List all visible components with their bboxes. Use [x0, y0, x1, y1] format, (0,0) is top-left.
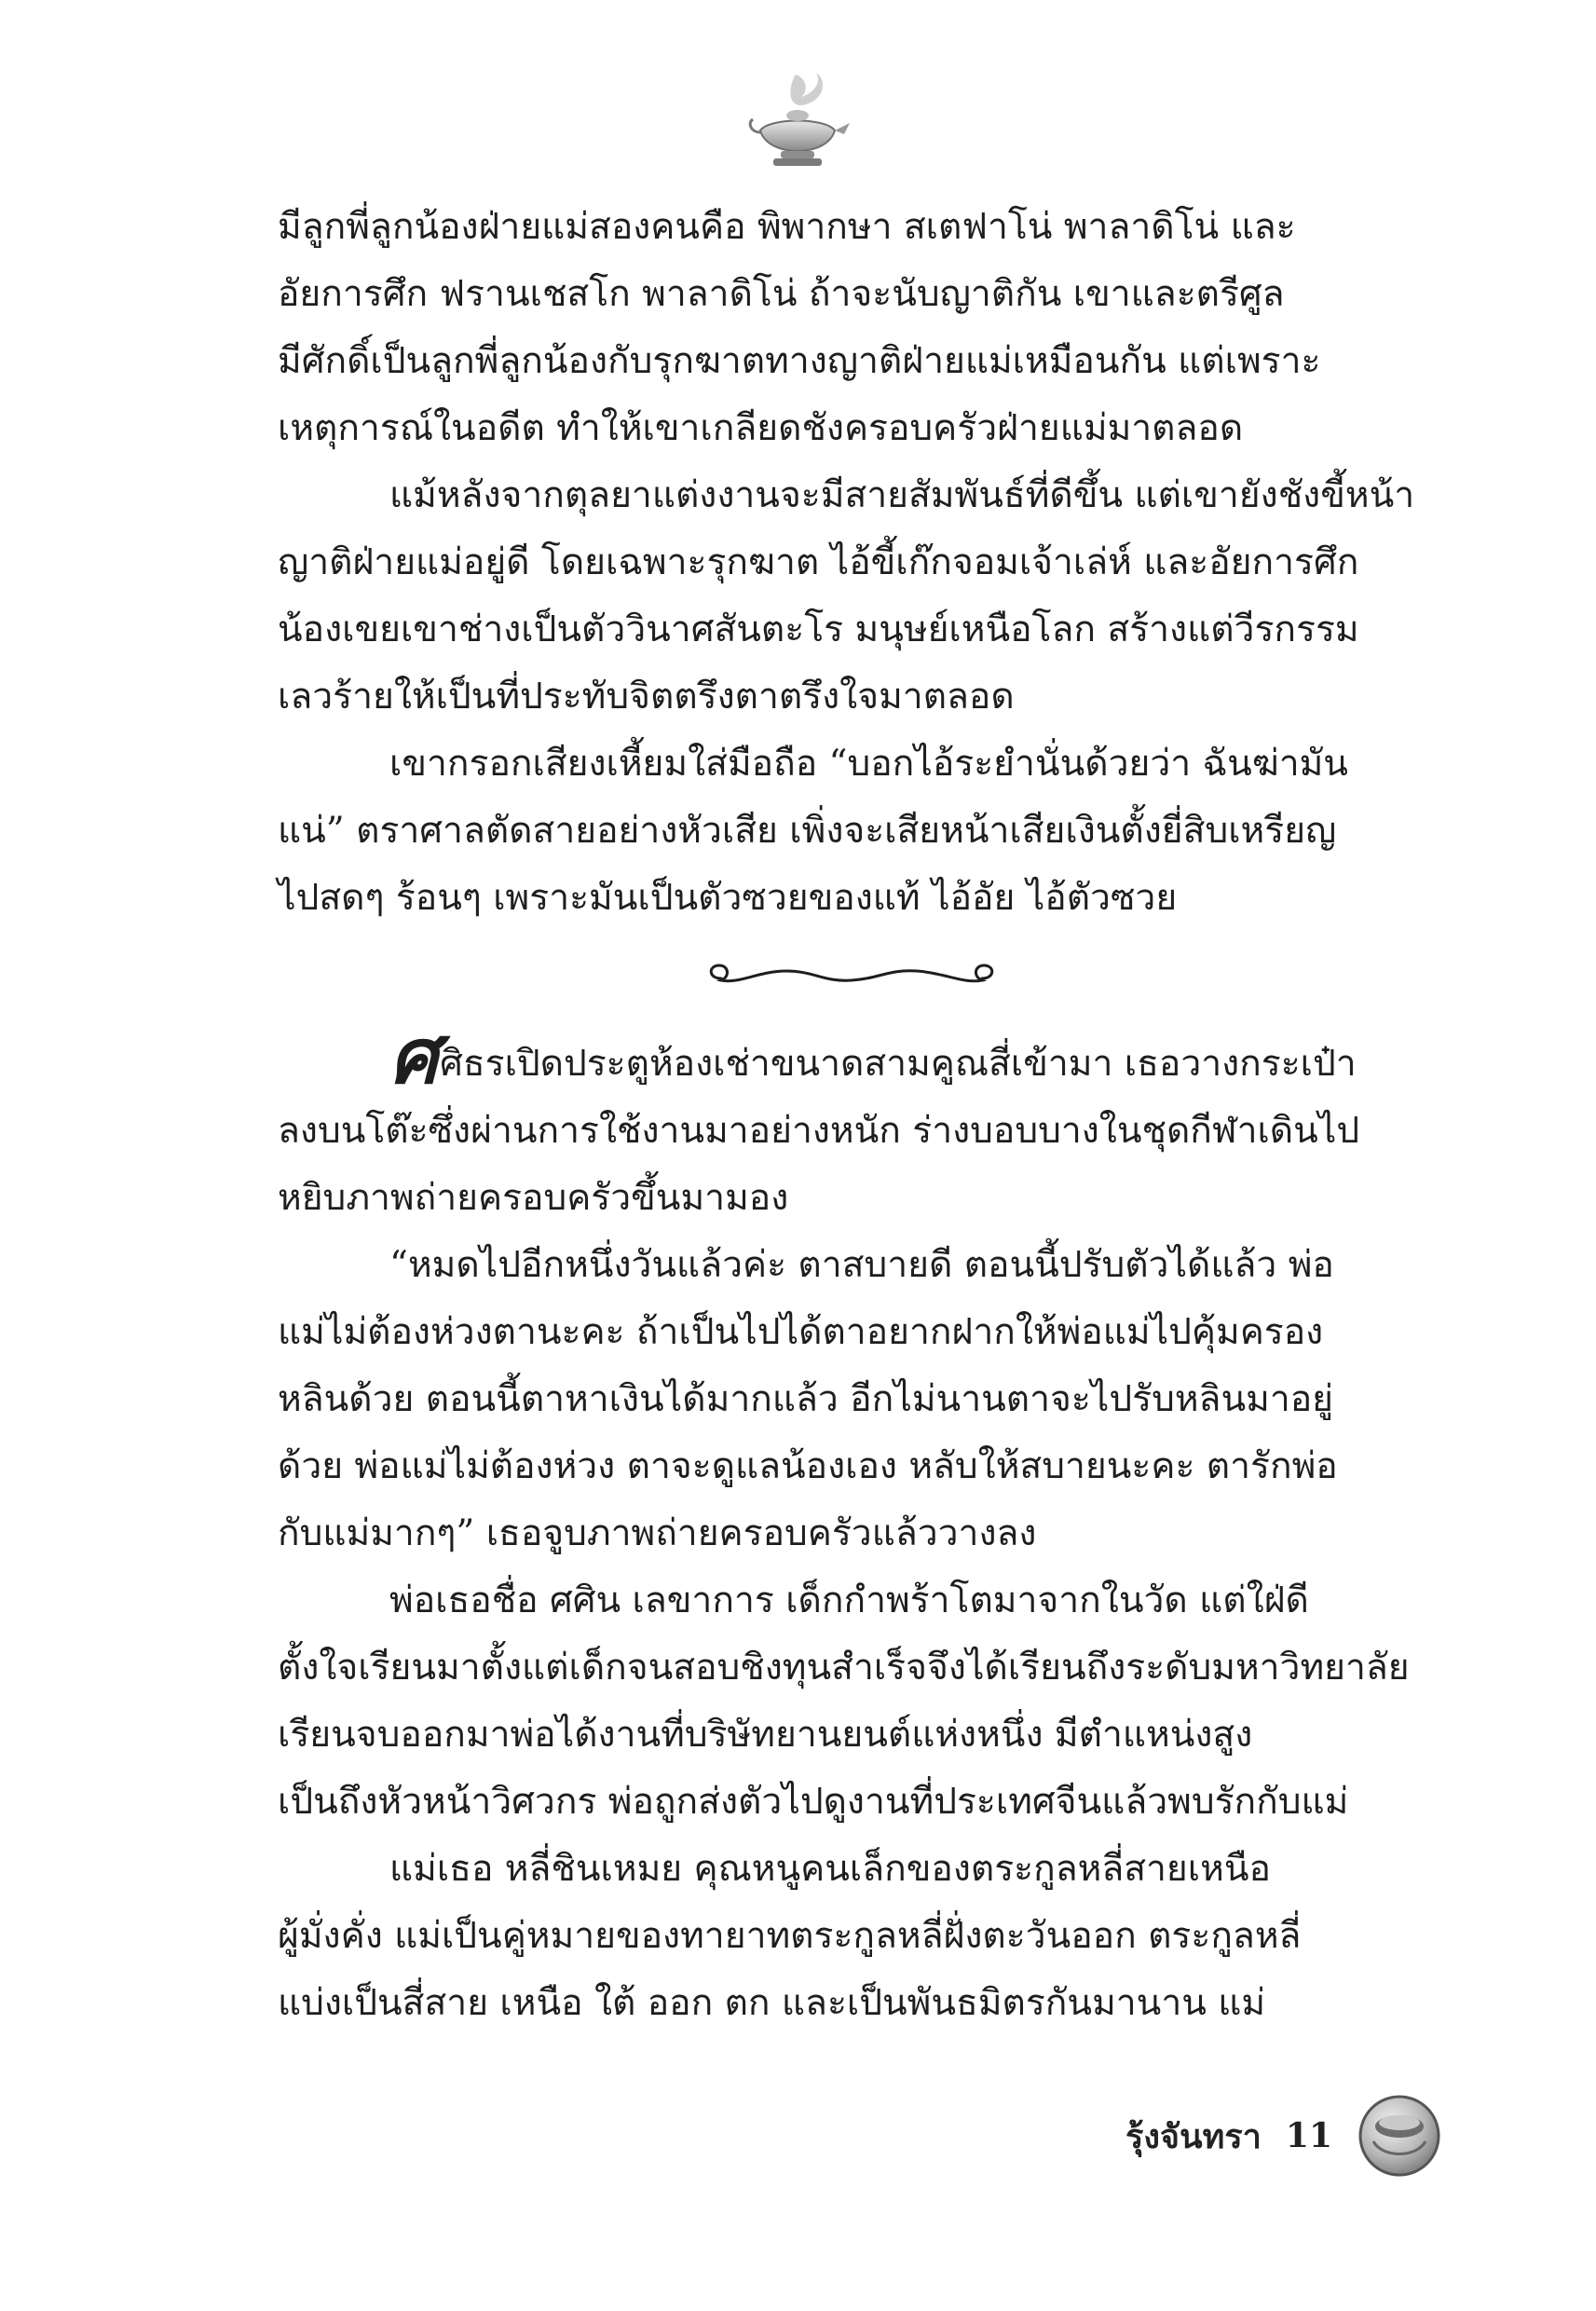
- paragraph-with-dropcap: [278, 1013, 1425, 1232]
- page-number: 11: [1285, 2116, 1332, 2155]
- genie-lamp-icon: [742, 65, 853, 177]
- text-section-1: [278, 194, 1425, 932]
- paragraph: “หมดไปอีกหนึ่งวันแล้วค่ะ ตาสบายดี ตอนนี้ปรับตัวได้แล้ว พ่อ แม่ไม่ต้องห่วงตานะคะ ถ้าเป็นไปได้ตาอยากฝากให้พ่อแม่ไปคุ้มครอง หลินด้วย ตอนนี้ตาหาเงินได้มากแล้ว อีกไม่นานตาจะไปรับหลินมาอยู่ ด้วย พ่อแม่ไม่ต้องห่วง ตาจะดูแลน้องเอง หลับให้สบายนะคะ ตารักพ่อ กับแม่มากๆ” เธอจูบภาพถ่ายครอบครัวแล้ววางลง: [278, 1244, 1338, 1554]
- text-section-2: [278, 1013, 1425, 2037]
- flourish-divider-icon: [278, 932, 1425, 1018]
- paragraph: มีลูกพี่ลูกน้องฝ่ายแม่สองคนคือ พิพากษา สเตฟาโน่ พาลาดิโน่ และ อัยการศึก ฟรานเชสโก พาลาดิโน่ ถ้าจะนับญาติกัน เขาและตรีศูล มีศักดิ์เป็นลูกพี่ลูกน้องกับรุกฆาตทางญาติฝ่ายแม่เหมือนกัน แต่เพราะ เหตุการณ์ในอดีต ทำให้เขาเกลียดชังครอบครัวฝ่ายแม่มาตลอด: [278, 206, 1321, 449]
- paragraph: แม่เธอ หลี่ชินเหมย คุณหนูคนเล็กของตระกูลหลี่สายเหนือ ผู้มั่งคั่ง แม่เป็นคู่หมายของทายาทตระกูลหลี่ฝั่งตะวันออก ตระกูลหลี่ แบ่งเป็นสี่สาย เหนือ ใต้ ออก ตก และเป็นพันธมิตรกันมานาน แม่: [278, 1848, 1302, 2024]
- paragraph: เขากรอกเสียงเหี้ยมใส่มือถือ “บอกไอ้ระยำนั่นด้วยว่า ฉันฆ่ามัน แน่” ตราศาลตัดสายอย่างหัวเสีย เพิ่งจะเสียหน้าเสียเงินตั้งยี่สิบเหรียญ ไปสดๆ ร้อนๆ เพราะมันเป็นตัวซวยของแท้ ไอ้อัย ไอ้ตัวซวย: [278, 743, 1348, 919]
- paragraph: แม้หลังจากตุลยาแต่งงานจะมีสายสัมพันธ์ที่ดีขึ้น แต่เขายังชังขี้หน้า ญาติฝ่ายแม่อยู่ดี โดยเฉพาะรุกฆาต ไอ้ขี้เก๊กจอมเจ้าเล่ห์ และอัยการศึก น้องเขยเขาช่างเป็นตัววินาศสันตะโร มนุษย์เหนือโลก สร้างแต่วีรกรรม เลวร้ายให้เป็นที่ประทับจิตตรึงตาตรึงใจมาตลอด: [278, 474, 1415, 718]
- page-content: [278, 194, 1425, 2037]
- page-footer: [1125, 2093, 1442, 2179]
- drop-cap: ศ: [389, 1013, 439, 1101]
- paragraph: พ่อเธอชื่อ ศศิน เลขาการ เด็กกำพร้าโตมาจากในวัด แต่ใฝ่ดี ตั้งใจเรียนมาตั้งแต่เด็กจนสอบชิงทุนสำเร็จจึงได้เรียนถึงระดับมหาวิทยาลัย เรียนจบออกมาพ่อได้งานที่บริษัทยานยนต์แห่งหนึ่ง มีตำแหน่งสูง เป็นถึงหัวหน้าวิศวกร พ่อถูกส่งตัวไปดูงานที่ประเทศจีนแล้วพบรักกับแม่: [278, 1579, 1410, 1823]
- paragraph-text: ศิธรเปิดประตูห้องเช่าขนาดสามคูณสี่เข้ามา เธอวางกระเป๋า ลงบนโต๊ะซึ่งผ่านการใช้งานมาอย่างหนัก ร่างบอบบางในชุดกีฬาเดินไป หยิบภาพถ่ายครอบครัวขึ้นมามอง: [278, 1043, 1360, 1219]
- book-title: รุ้งจันทรา: [1125, 2116, 1262, 2156]
- round-badge-icon: [1357, 2093, 1442, 2179]
